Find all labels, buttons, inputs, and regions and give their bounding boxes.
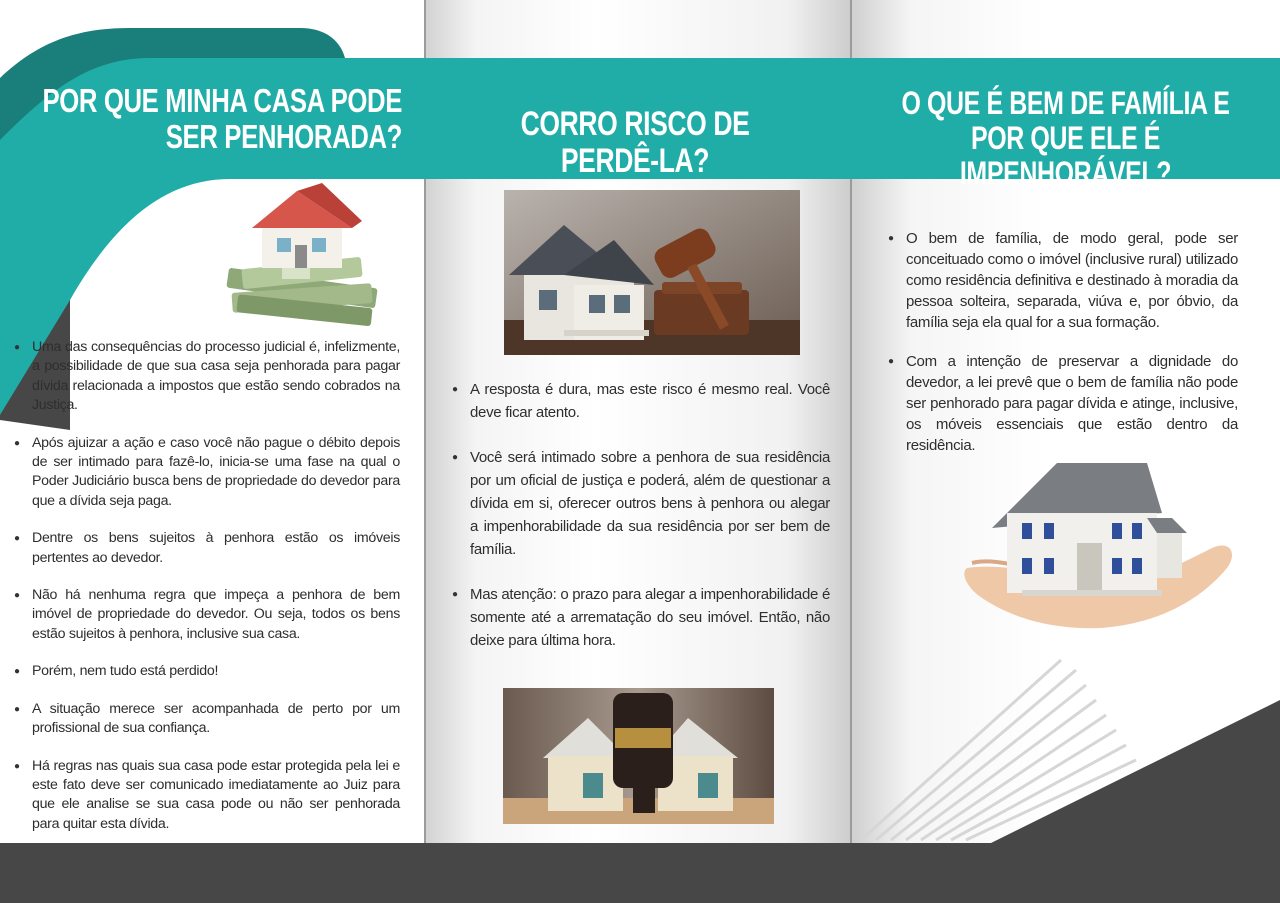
house-in-hand-icon (962, 458, 1238, 630)
list-item: ● A resposta é dura, mas este risco é mesmo real. Você deve ficar atento. (452, 378, 830, 424)
decorative-stripes-right (851, 640, 1280, 843)
list-item: ● A situação merece ser acompanhada de perto por um profissional de sua confiança. (14, 700, 400, 739)
house-on-money-icon (222, 183, 382, 333)
heading-middle: CORRO RISCO DE PERDÊ-LA? (520, 105, 750, 181)
list-item: ● Após ajuizar a ação e caso você não pague o débito depois de ser intimado para fazê-lo, inicia-se uma fase na qual o Poder Judiciário busca bens de propriedade do devedor para que a dívida seja paga. (14, 434, 400, 512)
list-item: ● Uma das consequências do processo judicial é, infelizmente, a possibilidade de que sua casa seja penhorada para pagar dívida relacionada a impostos que estão sendo cobrados na Justiça. (14, 338, 400, 416)
bullet-list-right (888, 228, 1238, 474)
list-item: ● O bem de família, de modo geral, pode ser conceituado como o imóvel (inclusive rural) utilizado como residência definitiva e destinado à moradia da pessoa solteira, separada, viúva e, por óbvio, da família seja ela qual for a sua formação. (888, 228, 1238, 333)
heading-right: O QUE É BEM DE FAMÍLIA E POR QUE ELE É IMPENHORÁVEL? (901, 85, 1230, 192)
list-item: ● Há regras nas quais sua casa pode estar protegida pela lei e este fato deve ser comunicado imediatamente ao Juiz para que ele analise se sua casa pode ou não ser penhorada para quitar esta dívida. (14, 757, 400, 835)
list-item: ● Você será intimado sobre a penhora de sua residência por um oficial de justiça e poderá, além de questionar a dívida em si, oferecer outros bens à penhora ou alegar a impenhorabilidade da sua residência por ser bem de família. (452, 446, 830, 561)
split-house-gavel-icon (503, 688, 774, 824)
list-item: ● Porém, nem tudo está perdido! (14, 662, 400, 681)
bullet-list-middle (452, 378, 830, 674)
house-with-gavel-icon (504, 190, 800, 355)
heading-left: POR QUE MINHA CASA PODE SER PENHORADA? (42, 82, 403, 156)
list-item: ● Com a intenção de preservar a dignidade do devedor, a lei prevê que o bem de família não pode ser penhorado para pagar dívida e atinge, inclusive, os móveis essenciais que estão dentro da residência. (888, 351, 1238, 456)
list-item: ● Dentre os bens sujeitos à penhora estão os imóveis pertentes ao devedor. (14, 529, 400, 568)
bullet-list-left (14, 338, 400, 852)
list-item: ● Não há nenhuma regra que impeça a penhora de bem imóvel de propriedade do devedor. Ou seja, todos os bens estão sujeitos à penhora, inclusive sua casa. (14, 586, 400, 644)
list-item: ● Mas atenção: o prazo para alegar a impenhorabilidade é somente até a arrematação do seu imóvel. Então, não deixe para última hora. (452, 583, 830, 652)
